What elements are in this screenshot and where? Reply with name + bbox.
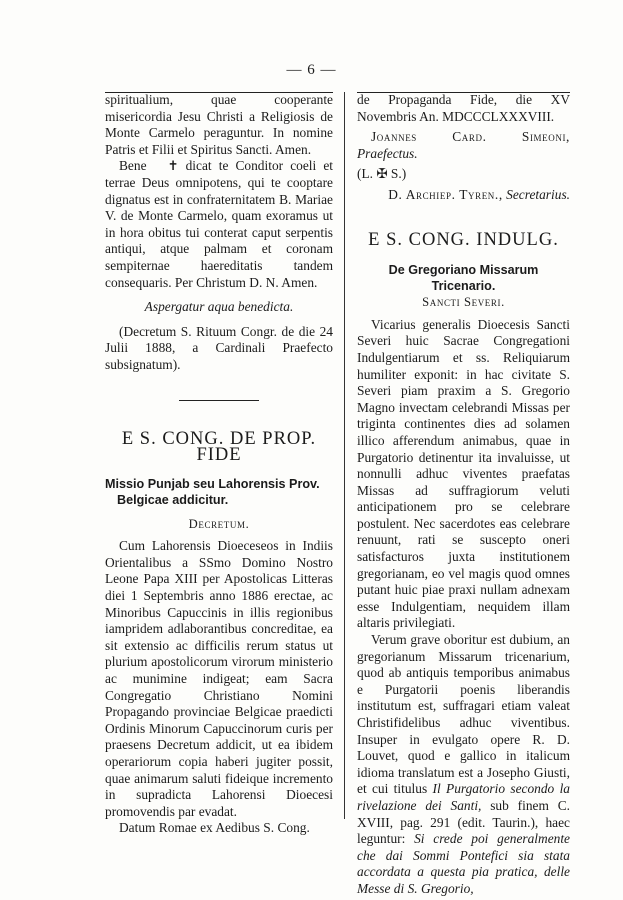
gregoriano-title: De Gregoriano Missarum Tricenario. [388,263,539,294]
right-paragraph-1: Vicarius generalis Dioecesis Sancti Severi huic Sacrae Congregationi Indulgentiarum et ss. Reliquiarum humiliter exponit: in hac civitate S. Severi piam praxim a S. Gregorio Magno invectam celebrandi Missas per triginta continentes dies ad solamen illico afferendum animabus, quae in Purgatorio detinentur ita invaluisse, ut nonnulli adhuc viventes praefatas Missas ad suffragiorum veluti anticipationem pro se celebrare postulent. Nec sacerdotes eas celebrare renuunt, rati se suscepto oneri satisfacturos juxta institutionem gregorianam, eo vel magis quod omnes putant huic piae praxi nullam adnexam esse Indulgentiam, nequidem illam altaris privilegiati. [357,316,570,631]
right-paragraph-2: Verum grave oboritur est dubium, an gregorianum Missarum tricenarium, quod ab antiquis temporibus animabus e Purgatorii poenis liberandis institutum est, suffragari etiam valeat Christifidelibus adhuc viventibus. Insuper in evulgato opere R. D. Louvet, quod e gallico in italicum idioma translatum est a Josepho Giusti, et cui titulus Il Purgatorio secondo la rivelazione dei Santi, sub finem C. XVIII, pag. 291 (edit. Taurin.), haec leguntur: Si crede poi generalmente che dai Sommi Pontefici sia stata accordata a questa pia pratica, delle Messe di S. Gregorio, [357,632,571,896]
left-paragraph-2: Bene ✝ dicat te Conditor coeli et terrae Deus omnipotens, qui te cooptare dignatus est in confraternitatem B. Mariae V. de Monte Carmelo, quam exoramus ut in hora obitus tui conterat caput serpentis antiqui, atque palmam et coronam sempiternae haereditatis tandem consequaris. Per Christum D. N. Amen. [105,158,333,290]
left-column [105,92,333,837]
sancti-severi-label: Sancti Severi. [422,295,505,310]
right-continuation: de Propaganda Fide, die XV Novembris An. MDCCCLXXXVIII. [357,92,570,124]
missio-title: Missio Punjab seu Lahorensis Prov. Belgicae addicitur. [105,476,320,507]
signer-secretary: D. Archiep. Tyren., Secretarius. [388,186,570,202]
section-title-indulg: E S. CONG. INDULG. [368,229,559,250]
signer-prefect: Joannes Card. Simeoni, Praefectus. [357,129,570,161]
decretum-note: (Decretum S. Rituum Congr. de die 24 Julii 1888, a Cardinali Praefecto subsignatum). [105,323,333,372]
decretum-label: Decretum. [188,516,250,531]
column-divider [344,92,345,819]
section-title-prop-fide: E S. CONG. DE PROP. FIDE [121,428,317,466]
seal-line: (L. ✠ S.) [357,166,407,182]
left-paragraph-1: spiritualium, quae cooperante misericordia Jesu Christi a Religiosis de Monte Carmelo peraguntur. In nomine Patris et Filii et Spiritus Sancti. Amen. [105,92,333,157]
separator-rule [179,400,259,401]
cross-icon: ✝ [167,158,179,174]
datum-line: Datum Romae ex Aedibus S. Cong. [119,820,310,836]
right-column [357,92,570,898]
aspergatur-rubric: Aspergatur aqua benedicta. [144,299,294,315]
page-number: — 6 — [286,62,337,78]
left-body: Cum Lahorensis Dioeceseos in Indiis Orientalibus a SSmo Domino Nostro Leone Papa XIII per Apostolicas Litteras diei 1 Septembris anno 1886 erectae, ac Minoribus Capuccinis in illis regionibus iampridem adlaborantibus concreditae, ea sit extensio ac difficilis rerum status ut plurium apostolicorum virorum ministerio ac munimine indigeat; eam Sacra Congregatio Christiano Nomini Propagando provinciae Belgicae praedicti Ordinis Minorum Capuccinorum curis per praesens Decretum addicit, ut ea ibidem operariorum copia haberi jugiter possit, quae animarum saluti fideique incremento in supradicta Lahorensi Dioecesi promovendis par evadat. [105,538,333,819]
